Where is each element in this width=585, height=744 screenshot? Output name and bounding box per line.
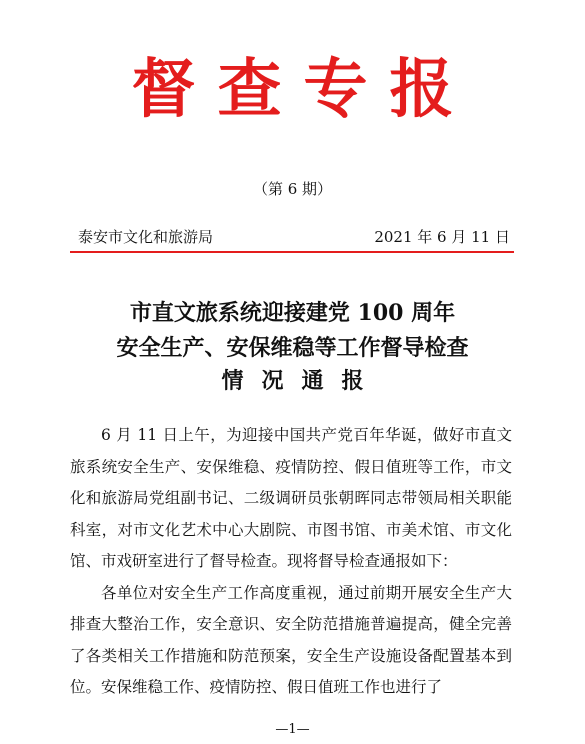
issuer-name: 泰安市文化和旅游局 [78, 228, 214, 246]
headline-line-3: 情况通报 [221, 368, 382, 394]
body-paragraph: 6 月 11 日上午，为迎接中国共产党百年华诞，做好市直文旅系统安全生产、安保维稳、疫情防控、假日值班等工作，市文化和旅游局党组副书记、二级调研员张朝晖同志带领局相关职能科室，对市文化艺术中心大剧院、市图书馆、市美术馆、市文化馆、市戏研室进行了督导检查。现将督导检查通报如下： [70, 426, 512, 570]
red-divider-line [70, 251, 514, 253]
page-number: —1— [275, 722, 310, 737]
headline-line-1: 市直文旅系统迎接建党 100 周年 [129, 300, 456, 326]
issuer-date-row [78, 228, 510, 246]
issue-number: （第 6 期） [252, 180, 333, 198]
body-paragraph: 各单位对安全生产工作高度重视，通过前期开展安全生产大排查大整治工作，安全意识、安全防范措施普遍提高，健全完善了各类相关工作措施和防范预案，安全生产设施设备配置基本到位。安保维稳工作、疫情防控、假日值班工作也进行了 [70, 583, 512, 696]
headline-line-2: 安全生产、安保维稳等工作督导检查 [116, 335, 469, 361]
masthead-title: 督查专报 [131, 52, 476, 127]
issue-date: 2021 年 6 月 11 日 [374, 228, 510, 246]
body-text [70, 420, 512, 704]
